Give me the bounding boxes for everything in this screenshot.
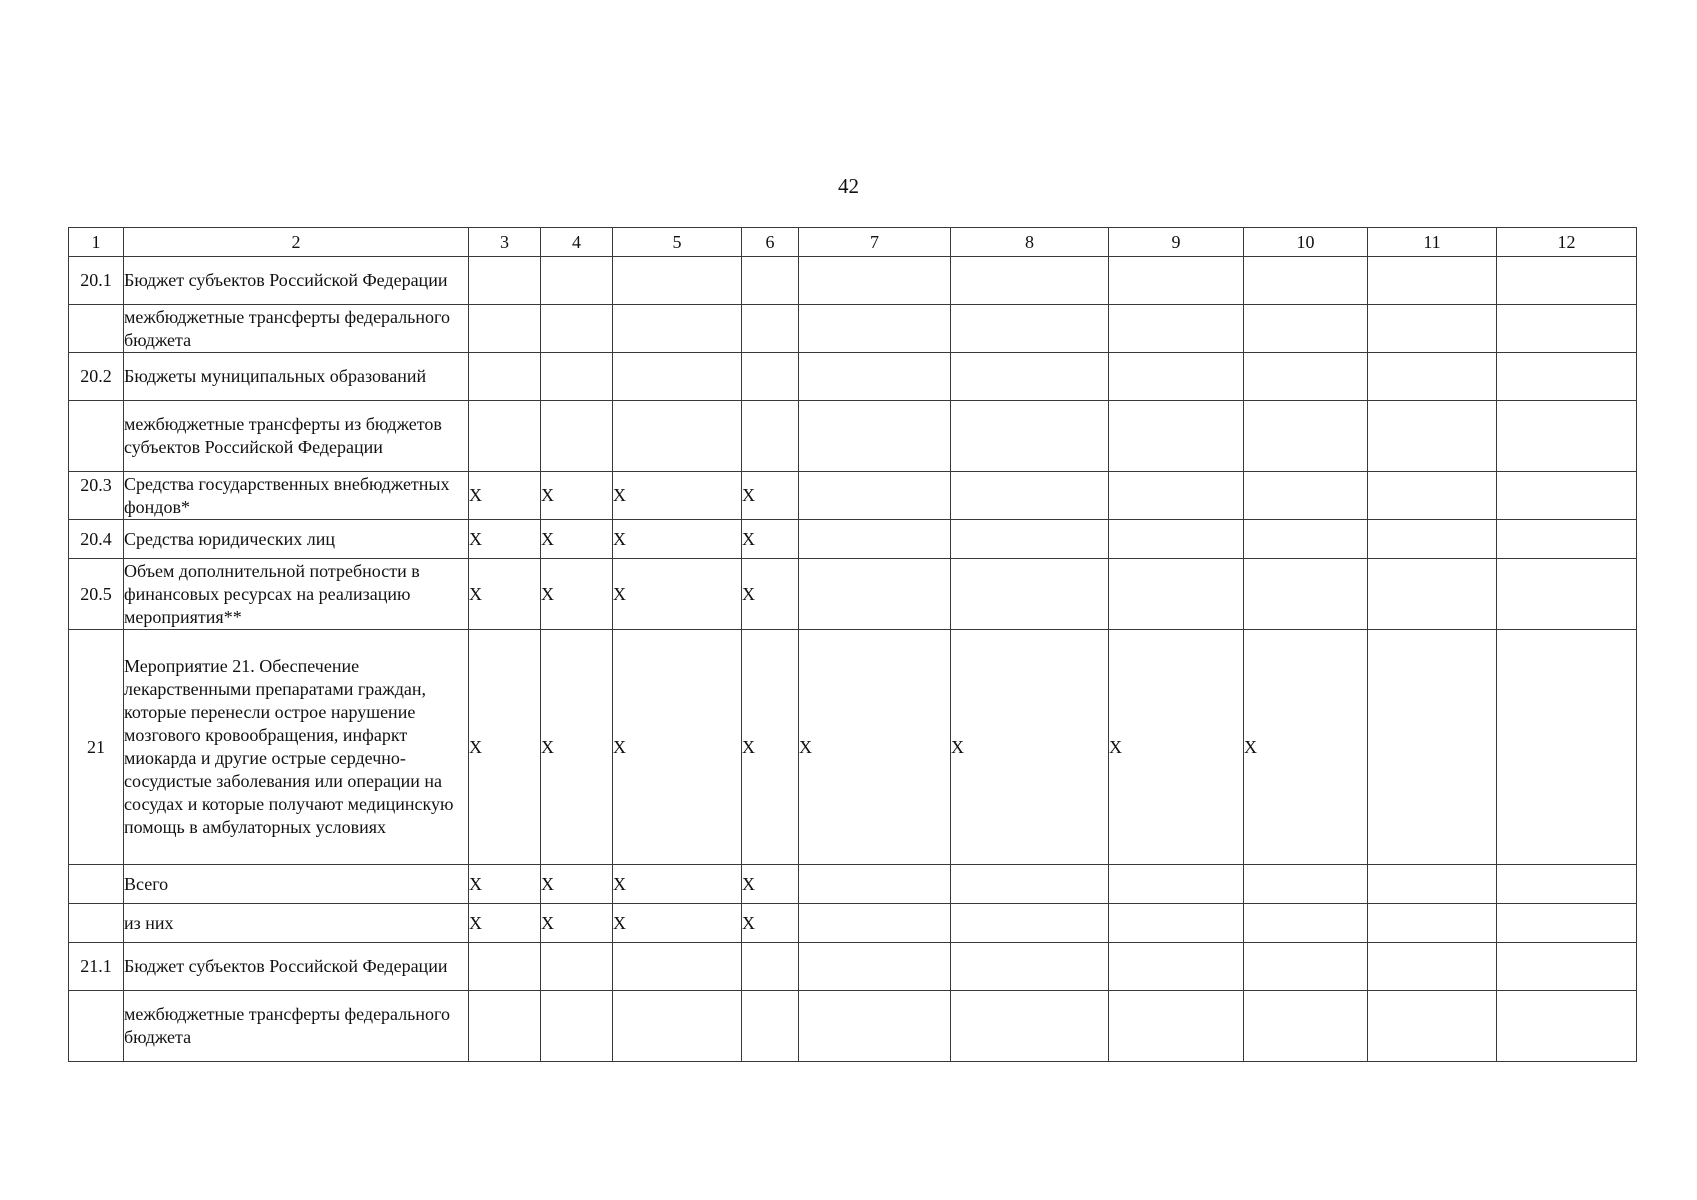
cell-col-3: X bbox=[469, 559, 541, 630]
row-number bbox=[69, 401, 124, 472]
row-name: Бюджет субъектов Российской Федерации bbox=[124, 943, 469, 991]
row-name: Мероприятие 21. Обеспечение лекарственными препаратами граждан, которые перенесли острое нарушение мозгового кровообращения, инфаркт миокарда и другие острые сердечно-сосудистые заболевания или операции на сосудах и которые получают медицинскую помощь в амбулаторных условиях bbox=[124, 630, 469, 865]
cell-col-12 bbox=[1497, 353, 1637, 401]
cell-col-6 bbox=[742, 991, 799, 1062]
column-header-2: 2 bbox=[124, 228, 469, 257]
cell-col-8 bbox=[951, 943, 1109, 991]
cell-col-7 bbox=[799, 865, 951, 904]
cell-col-12 bbox=[1497, 401, 1637, 472]
cell-col-5 bbox=[613, 353, 742, 401]
cell-col-9 bbox=[1109, 904, 1244, 943]
table-row bbox=[69, 559, 1637, 630]
cell-col-7 bbox=[799, 257, 951, 305]
cell-col-12 bbox=[1497, 305, 1637, 353]
cell-col-5: X bbox=[613, 630, 742, 865]
cell-col-7 bbox=[799, 904, 951, 943]
table-row bbox=[69, 991, 1637, 1062]
table-row bbox=[69, 305, 1637, 353]
cell-col-12 bbox=[1497, 257, 1637, 305]
row-name: межбюджетные трансферты федерального бюджета bbox=[124, 991, 469, 1062]
cell-col-3: X bbox=[469, 630, 541, 865]
cell-col-7 bbox=[799, 401, 951, 472]
table-row bbox=[69, 472, 1637, 520]
cell-col-8 bbox=[951, 520, 1109, 559]
cell-col-6: X bbox=[742, 520, 799, 559]
cell-col-5 bbox=[613, 943, 742, 991]
table-row bbox=[69, 520, 1637, 559]
row-name: из них bbox=[124, 904, 469, 943]
row-name: Бюджет субъектов Российской Федерации bbox=[124, 257, 469, 305]
cell-col-6: X bbox=[742, 559, 799, 630]
header-row bbox=[69, 228, 1637, 257]
column-header-4: 4 bbox=[541, 228, 613, 257]
table-row bbox=[69, 353, 1637, 401]
column-header-6: 6 bbox=[742, 228, 799, 257]
row-number bbox=[69, 305, 124, 353]
cell-col-6 bbox=[742, 353, 799, 401]
cell-col-7 bbox=[799, 991, 951, 1062]
row-number bbox=[69, 991, 124, 1062]
cell-col-4: X bbox=[541, 865, 613, 904]
column-header-11: 11 bbox=[1368, 228, 1497, 257]
row-number: 21.1 bbox=[69, 943, 124, 991]
cell-col-5 bbox=[613, 991, 742, 1062]
table-row bbox=[69, 943, 1637, 991]
cell-col-7 bbox=[799, 472, 951, 520]
cell-col-10 bbox=[1244, 559, 1368, 630]
cell-col-3: X bbox=[469, 865, 541, 904]
cell-col-11 bbox=[1368, 991, 1497, 1062]
cell-col-8 bbox=[951, 559, 1109, 630]
cell-col-8: X bbox=[951, 630, 1109, 865]
cell-col-11 bbox=[1368, 257, 1497, 305]
cell-col-10 bbox=[1244, 257, 1368, 305]
cell-col-4 bbox=[541, 943, 613, 991]
column-header-7: 7 bbox=[799, 228, 951, 257]
cell-col-4 bbox=[541, 305, 613, 353]
cell-col-9: X bbox=[1109, 630, 1244, 865]
cell-col-3 bbox=[469, 353, 541, 401]
row-number bbox=[69, 904, 124, 943]
cell-col-4: X bbox=[541, 559, 613, 630]
row-number: 20.5 bbox=[69, 559, 124, 630]
cell-col-3 bbox=[469, 943, 541, 991]
cell-col-11 bbox=[1368, 904, 1497, 943]
cell-col-12 bbox=[1497, 559, 1637, 630]
cell-col-11 bbox=[1368, 305, 1497, 353]
cell-col-7 bbox=[799, 520, 951, 559]
cell-col-7 bbox=[799, 305, 951, 353]
cell-col-9 bbox=[1109, 865, 1244, 904]
row-number: 20.2 bbox=[69, 353, 124, 401]
table-row bbox=[69, 257, 1637, 305]
cell-col-8 bbox=[951, 257, 1109, 305]
cell-col-9 bbox=[1109, 520, 1244, 559]
cell-col-11 bbox=[1368, 520, 1497, 559]
cell-col-8 bbox=[951, 991, 1109, 1062]
cell-col-3: X bbox=[469, 904, 541, 943]
cell-col-3: X bbox=[469, 472, 541, 520]
cell-col-5 bbox=[613, 257, 742, 305]
row-number: 21 bbox=[69, 630, 124, 865]
cell-col-9 bbox=[1109, 991, 1244, 1062]
column-header-1: 1 bbox=[69, 228, 124, 257]
page-number: 42 bbox=[838, 174, 859, 198]
cell-col-10 bbox=[1244, 472, 1368, 520]
cell-col-4: X bbox=[541, 904, 613, 943]
row-number: 20.4 bbox=[69, 520, 124, 559]
cell-col-5 bbox=[613, 305, 742, 353]
row-number: 20.1 bbox=[69, 257, 124, 305]
cell-col-6: X bbox=[742, 865, 799, 904]
cell-col-3 bbox=[469, 401, 541, 472]
cell-col-3 bbox=[469, 991, 541, 1062]
cell-col-11 bbox=[1368, 630, 1497, 865]
cell-col-7 bbox=[799, 353, 951, 401]
cell-col-3: X bbox=[469, 520, 541, 559]
cell-col-12 bbox=[1497, 904, 1637, 943]
cell-col-9 bbox=[1109, 559, 1244, 630]
column-header-9: 9 bbox=[1109, 228, 1244, 257]
cell-col-10 bbox=[1244, 943, 1368, 991]
cell-col-11 bbox=[1368, 943, 1497, 991]
cell-col-6 bbox=[742, 943, 799, 991]
cell-col-9 bbox=[1109, 305, 1244, 353]
cell-col-4 bbox=[541, 991, 613, 1062]
cell-col-7: X bbox=[799, 630, 951, 865]
cell-col-7 bbox=[799, 943, 951, 991]
table-row bbox=[69, 401, 1637, 472]
cell-col-12 bbox=[1497, 520, 1637, 559]
cell-col-9 bbox=[1109, 257, 1244, 305]
cell-col-7 bbox=[799, 559, 951, 630]
cell-col-6 bbox=[742, 257, 799, 305]
column-header-5: 5 bbox=[613, 228, 742, 257]
cell-col-8 bbox=[951, 472, 1109, 520]
cell-col-4: X bbox=[541, 520, 613, 559]
program-table bbox=[68, 227, 1637, 1062]
row-number bbox=[69, 865, 124, 904]
cell-col-12 bbox=[1497, 865, 1637, 904]
row-number: 20.3 bbox=[69, 472, 124, 520]
cell-col-4: X bbox=[541, 630, 613, 865]
column-header-12: 12 bbox=[1497, 228, 1637, 257]
table-row bbox=[69, 630, 1637, 865]
row-name: Всего bbox=[124, 865, 469, 904]
cell-col-11 bbox=[1368, 865, 1497, 904]
cell-col-6: X bbox=[742, 630, 799, 865]
row-name: Объем дополнительной потребности в финансовых ресурсах на реализацию мероприятия** bbox=[124, 559, 469, 630]
cell-col-8 bbox=[951, 865, 1109, 904]
column-header-10: 10 bbox=[1244, 228, 1368, 257]
cell-col-9 bbox=[1109, 943, 1244, 991]
row-name: Средства государственных внебюджетных фондов* bbox=[124, 472, 469, 520]
cell-col-8 bbox=[951, 904, 1109, 943]
cell-col-6: X bbox=[742, 904, 799, 943]
cell-col-10 bbox=[1244, 305, 1368, 353]
cell-col-6 bbox=[742, 401, 799, 472]
cell-col-6 bbox=[742, 305, 799, 353]
cell-col-10 bbox=[1244, 401, 1368, 472]
table-row bbox=[69, 865, 1637, 904]
table-row bbox=[69, 904, 1637, 943]
cell-col-10 bbox=[1244, 520, 1368, 559]
cell-col-5: X bbox=[613, 520, 742, 559]
cell-col-10 bbox=[1244, 904, 1368, 943]
cell-col-5 bbox=[613, 401, 742, 472]
cell-col-11 bbox=[1368, 401, 1497, 472]
cell-col-12 bbox=[1497, 943, 1637, 991]
cell-col-4: X bbox=[541, 472, 613, 520]
cell-col-5: X bbox=[613, 904, 742, 943]
row-name: межбюджетные трансферты из бюджетов субъектов Российской Федерации bbox=[124, 401, 469, 472]
cell-col-10: X bbox=[1244, 630, 1368, 865]
cell-col-4 bbox=[541, 401, 613, 472]
cell-col-11 bbox=[1368, 472, 1497, 520]
cell-col-9 bbox=[1109, 472, 1244, 520]
cell-col-10 bbox=[1244, 865, 1368, 904]
row-name: межбюджетные трансферты федерального бюджета bbox=[124, 305, 469, 353]
cell-col-8 bbox=[951, 353, 1109, 401]
cell-col-5: X bbox=[613, 865, 742, 904]
column-header-3: 3 bbox=[469, 228, 541, 257]
cell-col-11 bbox=[1368, 559, 1497, 630]
cell-col-3 bbox=[469, 305, 541, 353]
cell-col-10 bbox=[1244, 353, 1368, 401]
cell-col-4 bbox=[541, 353, 613, 401]
row-name: Средства юридических лиц bbox=[124, 520, 469, 559]
table-body bbox=[69, 257, 1637, 1062]
cell-col-12 bbox=[1497, 472, 1637, 520]
cell-col-12 bbox=[1497, 991, 1637, 1062]
cell-col-4 bbox=[541, 257, 613, 305]
cell-col-5: X bbox=[613, 559, 742, 630]
cell-col-11 bbox=[1368, 353, 1497, 401]
cell-col-8 bbox=[951, 401, 1109, 472]
cell-col-5: X bbox=[613, 472, 742, 520]
cell-col-9 bbox=[1109, 353, 1244, 401]
cell-col-12 bbox=[1497, 630, 1637, 865]
column-header-8: 8 bbox=[951, 228, 1109, 257]
cell-col-8 bbox=[951, 305, 1109, 353]
cell-col-10 bbox=[1244, 991, 1368, 1062]
cell-col-9 bbox=[1109, 401, 1244, 472]
cell-col-3 bbox=[469, 257, 541, 305]
row-name: Бюджеты муниципальных образований bbox=[124, 353, 469, 401]
cell-col-6: X bbox=[742, 472, 799, 520]
